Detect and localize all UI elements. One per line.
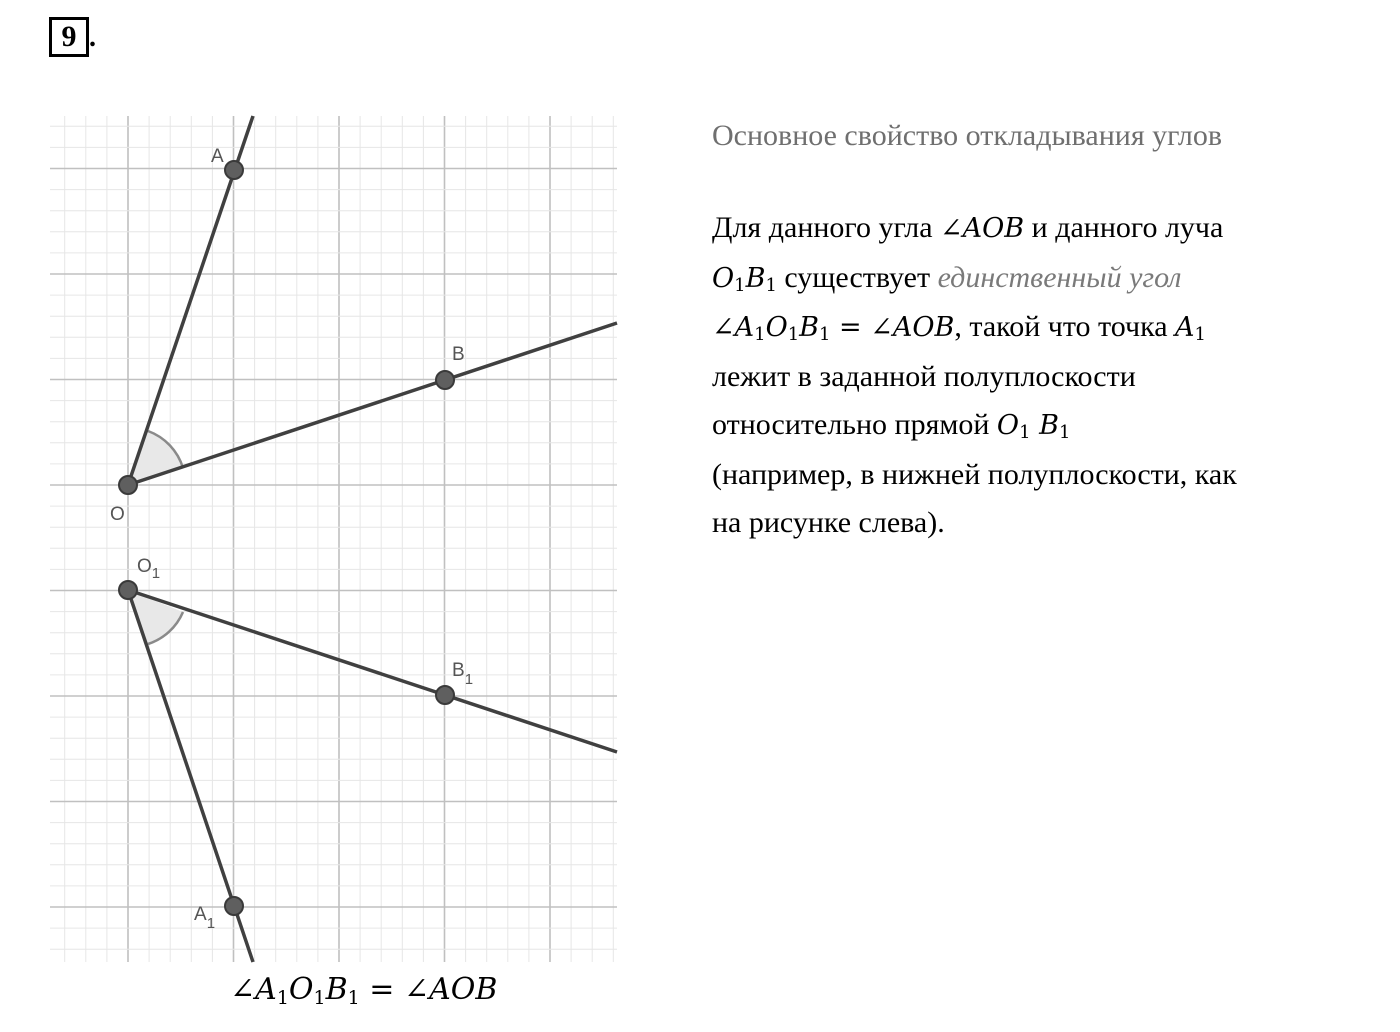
info-panel [712,112,1372,548]
caption-o: O [288,972,314,1007]
math-o: O [712,262,735,294]
label-a1-sub: 1 [206,915,216,932]
info-line-1-pre: Для данного угла [712,211,941,244]
math-l5-b-sub: 1 [1058,422,1071,443]
ray-o1b1 [128,590,617,752]
info-line-3 [712,303,1372,353]
info-line-4: лежит в заданной полуплоскости [712,359,1136,393]
info-line-2-mid: существует [776,260,938,294]
ray-ob [128,323,617,485]
label-o1-base: O [137,556,152,577]
point-a [225,161,243,179]
info-line-5 [712,401,1372,451]
info-line-5-pre: относительно прямой [712,408,997,441]
caption-a: A [255,972,277,1007]
math-a1-sub: 1 [1194,324,1206,345]
caption-angle-aob: ∠AOB [403,972,498,1007]
label-o1-sub: 1 [151,565,161,582]
problem-number-value: 9 [61,20,77,53]
figure-caption [230,970,530,1010]
label-a: A [211,146,224,167]
label-b1-sub: 1 [464,671,474,688]
label-o1 [137,556,160,582]
math-b-sub: 1 [765,274,777,296]
caption-o-sub: 1 [313,987,326,1009]
caption-angle-symbol: ∠ [230,972,256,1007]
info-body [712,204,1372,548]
math-a1: A [1175,312,1195,343]
geometry-figure [0,0,640,1032]
point-b1 [436,686,454,704]
label-b: B [452,344,465,365]
caption-b: B [325,972,348,1007]
math-ray-o1b1 [712,263,777,294]
math-line-o1b1 [997,410,1070,441]
math-b: B [745,262,766,294]
caption-a-sub: 1 [276,987,289,1009]
label-o: O [110,504,125,525]
math-angle-a1o1b1 [712,312,954,343]
math-angle-a: ∠A [712,312,755,343]
math-point-a1 [1175,312,1206,343]
point-b [436,371,454,389]
info-line-3-post: , такой что точка [954,310,1176,343]
math-l5-o: O [996,410,1020,441]
math-l5-o-sub: 1 [1019,422,1031,443]
info-line-1 [712,204,1372,254]
info-line-7: на рисунке слева). [712,506,945,539]
caption-equals: = [359,972,404,1007]
point-a1 [225,897,243,915]
math-l5-b: B [1039,410,1059,441]
info-line-1-post: и данного луча [1024,211,1224,244]
info-title: Основное свойство откладывания углов [712,119,1223,152]
grid [50,116,617,962]
label-b1-base: B [452,660,465,681]
math-eq-aob: = ∠AOB [830,312,955,343]
math-angle-aob: ∠AOB [940,213,1025,244]
info-line-6: (например, в нижней полуплоскости, как [712,457,1237,491]
math-b1-sub: 1 [819,324,831,345]
math-o-sub: 1 [734,274,746,296]
math-b1: B [799,312,820,343]
info-line-2 [712,254,1372,304]
caption-b-sub: 1 [347,987,360,1009]
label-b1 [452,660,473,688]
info-emphasis: единственный угол [937,260,1182,294]
point-o1 [119,581,137,599]
problem-number-dot: . [89,22,96,53]
math-a-sub: 1 [754,324,766,345]
math-o1: O [765,312,788,343]
point-o [119,476,137,494]
math-o1-sub: 1 [787,324,800,345]
label-a1-base: A [194,904,207,925]
